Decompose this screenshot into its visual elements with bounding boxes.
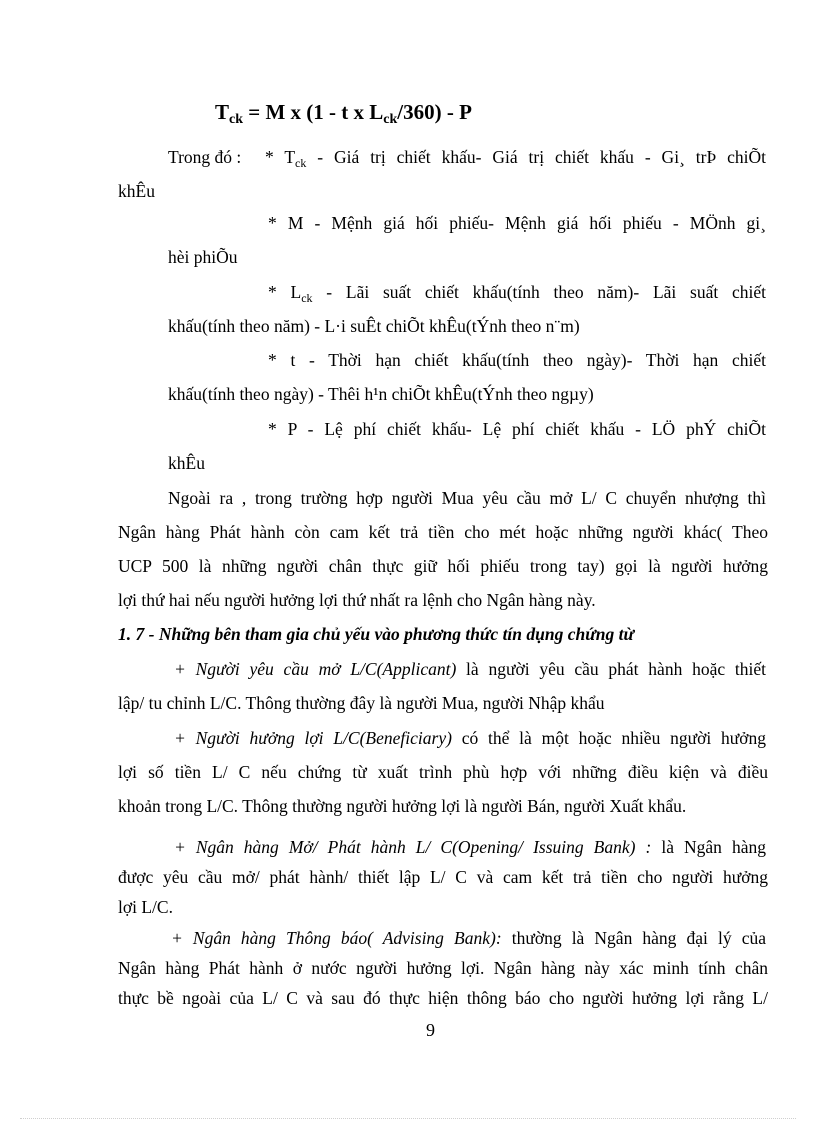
beneficiary-line: + Người hưởng lợi L/C(Beneficiary) có thể là một hoặc nhiều người hưởng bbox=[174, 728, 766, 748]
definition-lck-continued: khấu(tính theo năm) - L·i suÊt chiÕt khÊu(tÝnh theo n¨m) bbox=[168, 316, 580, 336]
definition-m: * M - Mệnh giá hối phiếu- Mệnh giá hối phiếu - MÖnh gi¸ bbox=[268, 213, 766, 233]
paragraph-line: Ngoài ra , trong trường hợp người Mua yêu cầu mở L/ C chuyển nhượng thì bbox=[168, 488, 766, 508]
definition-p-continued: khÊu bbox=[168, 453, 205, 473]
advising-bank-line: + Ngân hàng Thông báo( Advising Bank): thường là Ngân hàng đại lý của bbox=[171, 928, 766, 948]
issuing-bank-line: + Ngân hàng Mở/ Phát hành L/ C(Opening/ Issuing Bank) : là Ngân hàng bbox=[174, 837, 766, 857]
section-heading: 1. 7 - Những bên tham gia chủ yếu vào phương thức tín dụng chứng từ bbox=[118, 624, 634, 644]
applicant-label: + Người yêu cầu mở L/C(Applicant) bbox=[174, 659, 457, 679]
definitions-intro: Trong đó : bbox=[168, 147, 242, 167]
applicant-line: lập/ tu chỉnh L/C. Thông thường đây là người Mua, người Nhập khẩu bbox=[118, 693, 605, 713]
advising-bank-line: Ngân hàng Phát hành ở nước người hưởng lợi. Ngân hàng này xác minh tính chân bbox=[118, 958, 768, 978]
paragraph-line: lợi thứ hai nếu người hưởng lợi thứ nhất ra lệnh cho Ngân hàng này. bbox=[118, 590, 596, 610]
definition-p: * P - Lệ phí chiết khấu- Lệ phí chiết khấu - LÖ phÝ chiÕt bbox=[268, 419, 766, 439]
beneficiary-line: khoản trong L/C. Thông thường người hưởng lợi là người Bán, người Xuất khẩu. bbox=[118, 796, 687, 816]
page-bottom-divider bbox=[20, 1118, 796, 1119]
applicant-line: + Người yêu cầu mở L/C(Applicant) là người yêu cầu phát hành hoặc thiết bbox=[174, 659, 766, 679]
definition-lck: * $L_{ck}$ - Lãi suất chiết khấu(tính theo năm)- Lãi suất chiết bbox=[268, 282, 766, 305]
paragraph-line: UCP 500 là những người chân thực giữ hối phiếu trong tay) gọi là người hưởng bbox=[118, 556, 768, 576]
advising-bank-label: + Ngân hàng Thông báo( Advising Bank): bbox=[171, 928, 502, 948]
issuing-bank-label: + Ngân hàng Mở/ Phát hành L/ C(Opening/ Issuing Bank) : bbox=[174, 837, 652, 857]
beneficiary-line: lợi số tiền L/ C nếu chứng từ xuất trình phù hợp với những điều kiện và điều bbox=[118, 762, 768, 782]
definition-tck: * $T_{ck}$ - Giá trị chiết khấu- Giá trị chiết khấu - Gi¸ trÞ chiÕt bbox=[265, 147, 767, 170]
beneficiary-label: + Người hưởng lợi L/C(Beneficiary) bbox=[174, 728, 452, 748]
definition-t-continued: khấu(tính theo ngày) - Thêi h¹n chiÕt khÊu(tÝnh theo ngµy) bbox=[168, 384, 594, 404]
discount-formula: $T_{ck} = M$ x (1 - t x $L_{ck}/360$) - P bbox=[215, 100, 472, 127]
definition-t: * t - Thời hạn chiết khấu(tính theo ngày)- Thời hạn chiết bbox=[268, 350, 766, 370]
definition-m-continued: hèi phiÕu bbox=[168, 247, 238, 267]
issuing-bank-line: lợi L/C. bbox=[118, 897, 173, 917]
advising-bank-line: thực bề ngoài của L/ C và sau đó thực hiện thông báo cho người hưởng lợi rằng L/ bbox=[118, 988, 768, 1008]
page-number: 9 bbox=[426, 1020, 435, 1040]
definition-tck-continued: khÊu bbox=[118, 181, 155, 201]
paragraph-line: Ngân hàng Phát hành còn cam kết trả tiền cho mét hoặc những người khác( Theo bbox=[118, 522, 768, 542]
issuing-bank-line: được yêu cầu mở/ phát hành/ thiết lập L/ C và cam kết trả tiền cho người hưởng bbox=[118, 867, 768, 887]
